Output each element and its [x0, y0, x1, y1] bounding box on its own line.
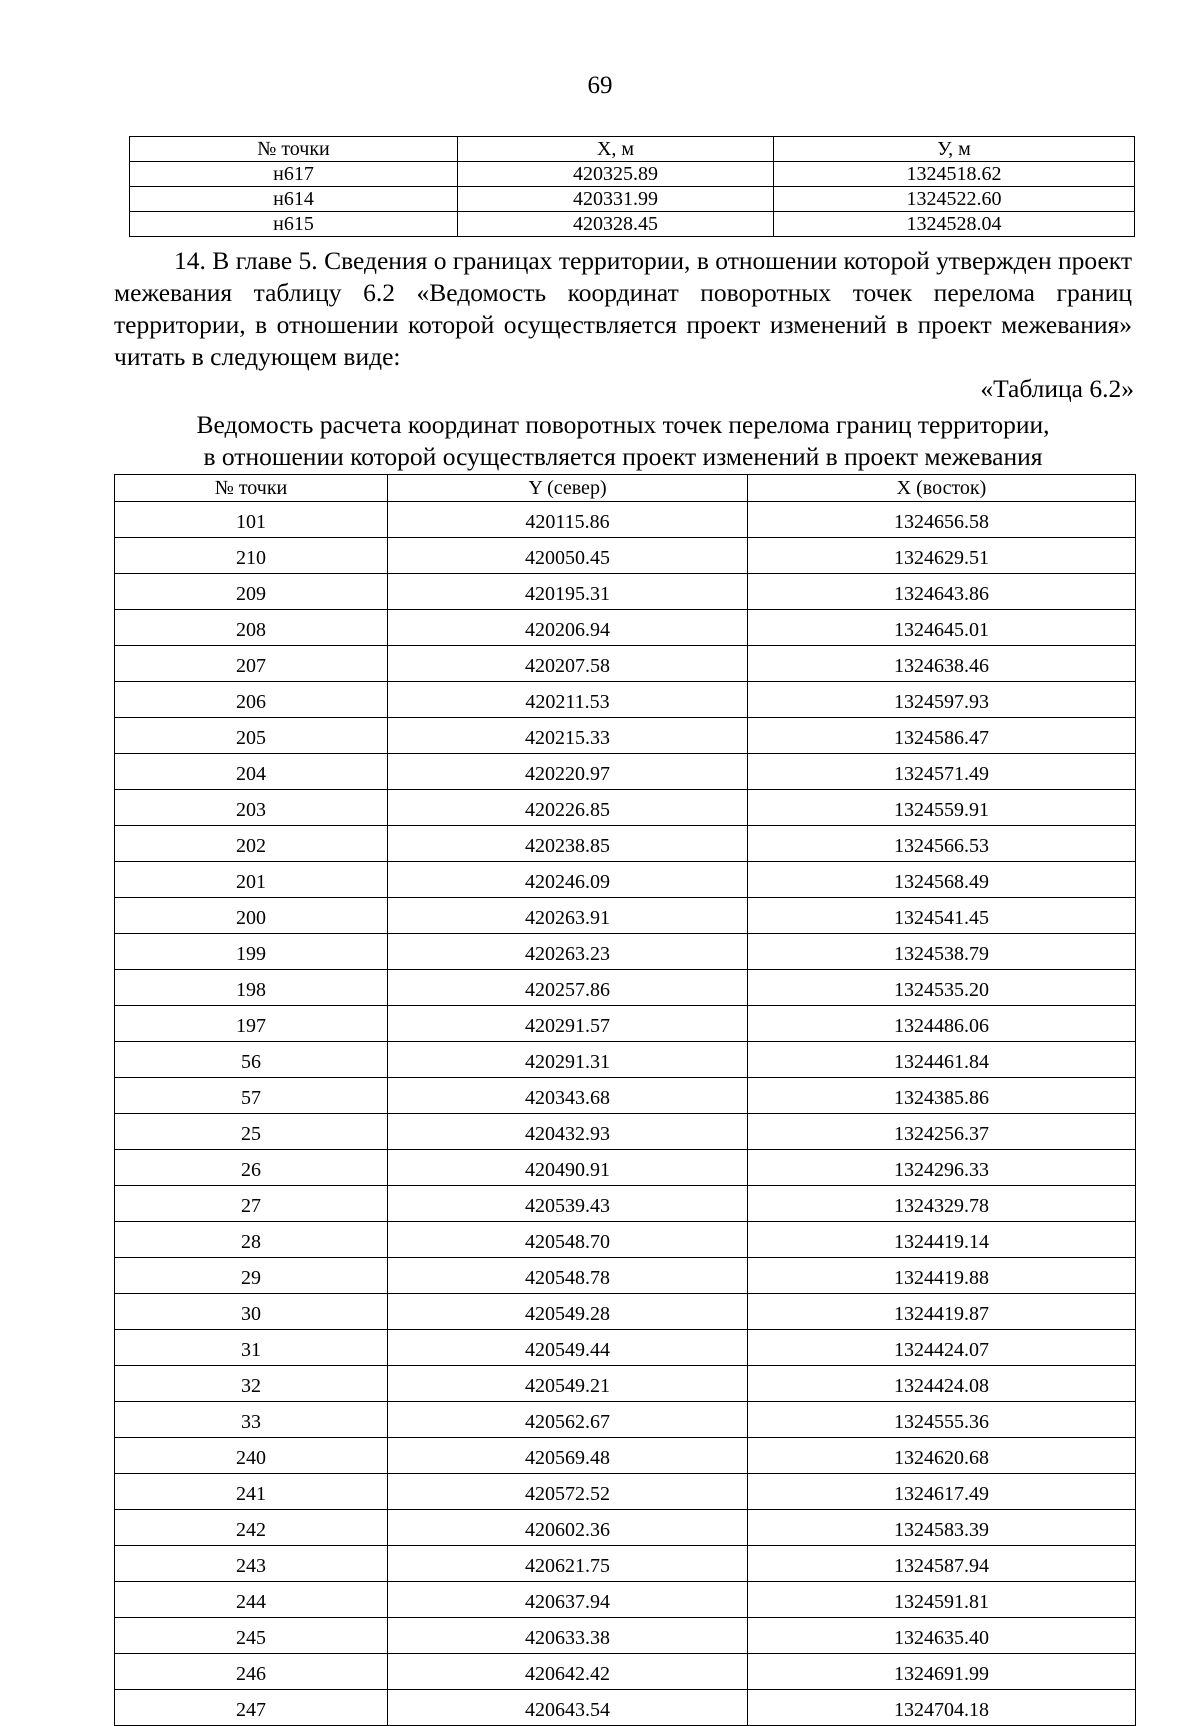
table-row	[115, 1330, 1136, 1366]
cell-coordinate-2: 1324555.36	[748, 1402, 1136, 1438]
table-row	[115, 1294, 1136, 1330]
cell-point-number: 56	[115, 1042, 388, 1078]
cell-point-number: 245	[115, 1618, 388, 1654]
table-header-row	[115, 475, 1136, 502]
table-row	[115, 502, 1136, 538]
cell-coordinate-1: 420602.36	[388, 1510, 748, 1546]
cell-point-number: 241	[115, 1474, 388, 1510]
cell-point-number: 57	[115, 1078, 388, 1114]
cell-coordinate-1: 420263.23	[388, 934, 748, 970]
cell-point-number: 243	[115, 1546, 388, 1582]
top-coordinates-table	[129, 136, 1135, 237]
cell-coordinate-1: 420115.86	[388, 502, 748, 538]
cell-point-number: 101	[115, 502, 388, 538]
cell-coordinate-1: 420621.75	[388, 1546, 748, 1582]
table-row	[115, 754, 1136, 790]
table-caption-line-2: в отношении которой осуществляется проект изменений в проект межевания	[203, 442, 1043, 471]
table-row	[115, 574, 1136, 610]
cell-point-number: 242	[115, 1510, 388, 1546]
table-row	[130, 162, 1135, 187]
table-caption	[114, 409, 1132, 473]
table-caption-line-1: Ведомость расчета координат поворотных точек перелома границ территории,	[196, 410, 1050, 439]
table-row	[115, 970, 1136, 1006]
cell-coordinate-1: 420572.52	[388, 1474, 748, 1510]
column-header-x: X, м	[458, 137, 774, 162]
cell-coordinate-1: 420549.28	[388, 1294, 748, 1330]
cell-point-number: 244	[115, 1582, 388, 1618]
cell-coordinate-2: 1324656.58	[748, 502, 1136, 538]
cell-coordinate-2: 1324583.39	[748, 1510, 1136, 1546]
table-row	[115, 610, 1136, 646]
cell-coordinate-1: 420220.97	[388, 754, 748, 790]
cell-coordinate-2: 1324559.91	[748, 790, 1136, 826]
table-row	[115, 934, 1136, 970]
cell-coordinate-2: 1324571.49	[748, 754, 1136, 790]
table-row	[115, 862, 1136, 898]
cell-coordinate-1: 420291.31	[388, 1042, 748, 1078]
cell-coordinate-2: 1324385.86	[748, 1078, 1136, 1114]
cell-point-number: 210	[115, 538, 388, 574]
cell-point-number: 209	[115, 574, 388, 610]
cell-coordinate-1: 420050.45	[388, 538, 748, 574]
cell-coordinate-1: 420643.54	[388, 1690, 748, 1726]
coordinates-table	[114, 474, 1136, 1726]
column-header-east: X (восток)	[748, 475, 1136, 502]
cell-point-number: 32	[115, 1366, 388, 1402]
cell-coordinate-1: 420569.48	[388, 1438, 748, 1474]
cell-coordinate-1: 420343.68	[388, 1078, 748, 1114]
cell-point-number: 200	[115, 898, 388, 934]
cell-coordinate-1: 420215.33	[388, 718, 748, 754]
cell-coordinate-1: 420238.85	[388, 826, 748, 862]
cell-coordinate-1: 420206.94	[388, 610, 748, 646]
cell-coordinate-2: 1324528.04	[774, 212, 1135, 237]
cell-coordinate-1: 420195.31	[388, 574, 748, 610]
cell-coordinate-2: 1324620.68	[748, 1438, 1136, 1474]
table-row	[115, 1114, 1136, 1150]
table-row	[115, 1546, 1136, 1582]
cell-coordinate-1: 420328.45	[458, 212, 774, 237]
cell-point-number: 208	[115, 610, 388, 646]
column-header-y: У, м	[774, 137, 1135, 162]
cell-coordinate-2: 1324486.06	[748, 1006, 1136, 1042]
cell-coordinate-1: 420637.94	[388, 1582, 748, 1618]
cell-point-number: 30	[115, 1294, 388, 1330]
cell-coordinate-2: 1324256.37	[748, 1114, 1136, 1150]
cell-coordinate-2: 1324617.49	[748, 1474, 1136, 1510]
column-header-north: Y (север)	[388, 475, 748, 502]
table-row	[115, 1690, 1136, 1726]
cell-point-number: 201	[115, 862, 388, 898]
cell-coordinate-1: 420257.86	[388, 970, 748, 1006]
table-row	[115, 1006, 1136, 1042]
cell-coordinate-1: 420548.70	[388, 1222, 748, 1258]
cell-coordinate-1: 420263.91	[388, 898, 748, 934]
table-row	[115, 1258, 1136, 1294]
cell-point-number: н615	[130, 212, 458, 237]
cell-coordinate-2: 1324329.78	[748, 1186, 1136, 1222]
table-row	[130, 187, 1135, 212]
cell-coordinate-1: 420246.09	[388, 862, 748, 898]
cell-point-number: н617	[130, 162, 458, 187]
page-number: 69	[587, 72, 613, 99]
cell-coordinate-2: 1324541.45	[748, 898, 1136, 934]
cell-point-number: 203	[115, 790, 388, 826]
cell-coordinate-2: 1324591.81	[748, 1582, 1136, 1618]
cell-coordinate-2: 1324424.07	[748, 1330, 1136, 1366]
cell-coordinate-2: 1324704.18	[748, 1690, 1136, 1726]
coordinates-table-body	[115, 502, 1136, 1726]
cell-coordinate-2: 1324587.94	[748, 1546, 1136, 1582]
cell-coordinate-2: 1324419.14	[748, 1222, 1136, 1258]
cell-coordinate-1: 420325.89	[458, 162, 774, 187]
cell-coordinate-1: 420549.44	[388, 1330, 748, 1366]
table-row	[115, 1186, 1136, 1222]
cell-coordinate-2: 1324638.46	[748, 646, 1136, 682]
cell-point-number: 240	[115, 1438, 388, 1474]
cell-coordinate-1: 420291.57	[388, 1006, 748, 1042]
cell-coordinate-1: 420549.21	[388, 1366, 748, 1402]
table-row	[115, 1078, 1136, 1114]
cell-point-number: 197	[115, 1006, 388, 1042]
table-row	[115, 1222, 1136, 1258]
cell-coordinate-2: 1324566.53	[748, 826, 1136, 862]
cell-point-number: 247	[115, 1690, 388, 1726]
cell-coordinate-2: 1324568.49	[748, 862, 1136, 898]
table-row	[115, 826, 1136, 862]
cell-coordinate-2: 1324535.20	[748, 970, 1136, 1006]
cell-coordinate-2: 1324629.51	[748, 538, 1136, 574]
table-header-row	[130, 137, 1135, 162]
table-row	[115, 1510, 1136, 1546]
cell-point-number: 25	[115, 1114, 388, 1150]
table-row	[115, 718, 1136, 754]
table-row	[115, 646, 1136, 682]
cell-coordinate-2: 1324424.08	[748, 1366, 1136, 1402]
cell-point-number: 199	[115, 934, 388, 970]
table-row	[115, 1654, 1136, 1690]
table-row	[115, 1150, 1136, 1186]
cell-coordinate-1: 420539.43	[388, 1186, 748, 1222]
cell-coordinate-1: 420633.38	[388, 1618, 748, 1654]
cell-coordinate-2: 1324522.60	[774, 187, 1135, 212]
cell-point-number: 202	[115, 826, 388, 862]
cell-point-number: 29	[115, 1258, 388, 1294]
cell-coordinate-2: 1324586.47	[748, 718, 1136, 754]
cell-coordinate-1: 420548.78	[388, 1258, 748, 1294]
cell-point-number: 246	[115, 1654, 388, 1690]
table-reference: «Таблица 6.2»	[980, 374, 1134, 403]
table-row	[115, 1474, 1136, 1510]
cell-coordinate-2: 1324419.87	[748, 1294, 1136, 1330]
table-row	[115, 1618, 1136, 1654]
cell-coordinate-2: 1324538.79	[748, 934, 1136, 970]
cell-point-number: 31	[115, 1330, 388, 1366]
top-table-body	[130, 162, 1135, 237]
cell-coordinate-2: 1324645.01	[748, 610, 1136, 646]
cell-coordinate-2: 1324643.86	[748, 574, 1136, 610]
cell-point-number: н614	[130, 187, 458, 212]
table-row	[115, 682, 1136, 718]
cell-coordinate-2: 1324597.93	[748, 682, 1136, 718]
amendment-paragraph: 14. В главе 5. Сведения о границах территории, в отношении которой утвержден проект межевания таблицу 6.2 «Ведомость координат поворотных точек перелома границ территории, в отношении которой осуществляется проект изменений в проект межевания» читать в следующем виде:	[114, 246, 1132, 371]
table-row	[115, 538, 1136, 574]
cell-point-number: 206	[115, 682, 388, 718]
column-header-point: № точки	[115, 475, 388, 502]
cell-point-number: 204	[115, 754, 388, 790]
table-row	[115, 1438, 1136, 1474]
table-row	[115, 1366, 1136, 1402]
table-row	[115, 1042, 1136, 1078]
cell-coordinate-2: 1324461.84	[748, 1042, 1136, 1078]
cell-coordinate-1: 420490.91	[388, 1150, 748, 1186]
cell-coordinate-1: 420331.99	[458, 187, 774, 212]
cell-point-number: 205	[115, 718, 388, 754]
cell-point-number: 207	[115, 646, 388, 682]
table-row	[115, 898, 1136, 934]
cell-point-number: 33	[115, 1402, 388, 1438]
table-row	[115, 1402, 1136, 1438]
cell-coordinate-2: 1324518.62	[774, 162, 1135, 187]
cell-coordinate-1: 420207.58	[388, 646, 748, 682]
table-row	[115, 790, 1136, 826]
cell-coordinate-2: 1324635.40	[748, 1618, 1136, 1654]
table-row	[130, 212, 1135, 237]
cell-coordinate-1: 420642.42	[388, 1654, 748, 1690]
cell-point-number: 28	[115, 1222, 388, 1258]
column-header-point: № точки	[130, 137, 458, 162]
cell-point-number: 26	[115, 1150, 388, 1186]
cell-coordinate-1: 420211.53	[388, 682, 748, 718]
cell-coordinate-1: 420226.85	[388, 790, 748, 826]
cell-coordinate-2: 1324691.99	[748, 1654, 1136, 1690]
cell-point-number: 27	[115, 1186, 388, 1222]
cell-coordinate-2: 1324296.33	[748, 1150, 1136, 1186]
cell-coordinate-1: 420432.93	[388, 1114, 748, 1150]
cell-coordinate-2: 1324419.88	[748, 1258, 1136, 1294]
table-row	[115, 1582, 1136, 1618]
cell-coordinate-1: 420562.67	[388, 1402, 748, 1438]
cell-point-number: 198	[115, 970, 388, 1006]
